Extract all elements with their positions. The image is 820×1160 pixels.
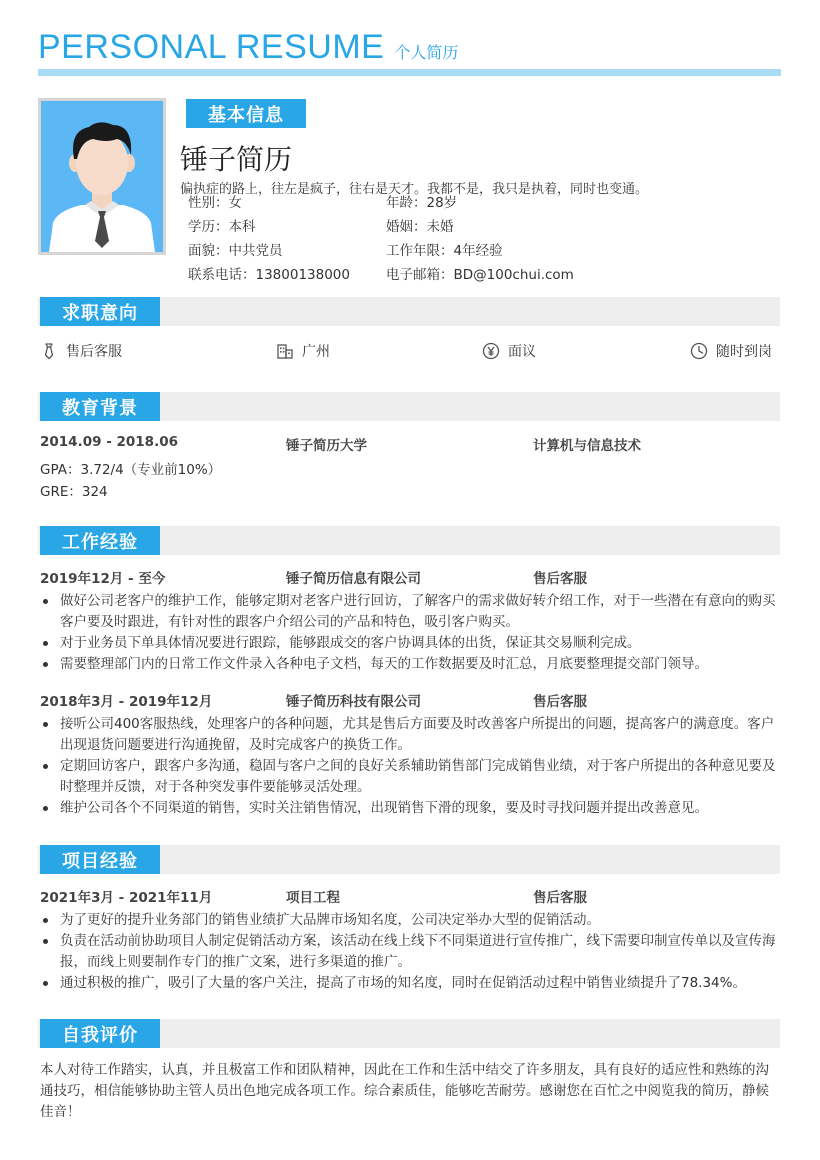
intent-row bbox=[40, 339, 780, 363]
intent-position-label: 售后客服 bbox=[66, 344, 122, 360]
list-item: 接听公司400客服热线，处理客户的各种问题，尤其是售后方面要及时改善客户所提出的问题，提高客户的满意度。客户出现退货问题要进行沟通挽留，及时完成客户的换货工作。 bbox=[40, 714, 780, 756]
section-header-project bbox=[38, 845, 780, 874]
work-company: 锤子简历科技有限公司 bbox=[286, 694, 421, 710]
list-item: 负责在活动前协助项目人制定促销活动方案，该活动在线上线下不同渠道进行宣传推广，线下需要印制宣传单以及宣传海报，而线上则要制作专门的推广文案，进行多渠道的推广。 bbox=[40, 931, 780, 973]
work-bullets bbox=[40, 714, 780, 819]
self-evaluation-text: 本人对待工作踏实，认真，并且极富工作和团队精神，因此在工作和生活中结交了许多朋友，具有良好的适应性和熟练的沟通技巧，相信能够协助主管人员出色地完成各项工作。综合素质佳，能够吃苦耐劳。感谢您在百忙之中阅览我的简历，静候佳音！ bbox=[40, 1062, 769, 1120]
project-name: 项目工程 bbox=[286, 890, 340, 906]
info-row bbox=[188, 263, 608, 287]
education-period: 2014.09 - 2018.06 bbox=[40, 434, 178, 450]
education-gre: GRE：324 bbox=[40, 484, 108, 500]
section-tag-work: 工作经验 bbox=[40, 526, 160, 555]
yen-icon bbox=[482, 342, 500, 360]
clock-icon bbox=[690, 342, 708, 360]
education-major: 计算机与信息技术 bbox=[533, 438, 641, 454]
tie-icon bbox=[40, 342, 58, 360]
avatar-illustration-icon bbox=[41, 101, 163, 252]
project-entry-head bbox=[40, 886, 780, 906]
info-age: 年龄：28岁 bbox=[386, 195, 458, 211]
intent-city-label: 广州 bbox=[302, 344, 330, 360]
info-education: 学历：本科 bbox=[188, 219, 256, 235]
work-period: 2018年3月 - 2019年12月 bbox=[40, 694, 213, 710]
avatar bbox=[38, 98, 166, 255]
section-header-work bbox=[38, 526, 780, 555]
list-item: 维护公司各个不同渠道的销售，实时关注销售情况，出现销售下滑的现象，要及时寻找问题并提出改善意见。 bbox=[40, 798, 780, 819]
section-tag-basic-info: 基本信息 bbox=[186, 99, 306, 128]
project-bullets bbox=[40, 910, 780, 994]
work-role: 售后客服 bbox=[533, 571, 587, 587]
list-item: 为了更好的提升业务部门的销售业绩扩大品牌市场知名度，公司决定举办大型的促销活动。 bbox=[40, 910, 780, 931]
building-icon bbox=[276, 342, 294, 360]
work-period: 2019年12月 - 至今 bbox=[40, 571, 166, 587]
work-company: 锤子简历信息有限公司 bbox=[286, 571, 421, 587]
section-tag-education: 教育背景 bbox=[40, 392, 160, 421]
list-item: 做好公司老客户的维护工作，能够定期对老客户进行回访，了解客户的需求做好转介绍工作，对于一些潜在有意向的购买客户要及时跟进，有针对性的跟客户介绍公司的产品和特色，吸引客户购买。 bbox=[40, 591, 780, 633]
candidate-name: 锤子简历 bbox=[180, 143, 293, 176]
info-experience-years: 工作年限：4年经验 bbox=[386, 243, 503, 259]
intent-salary bbox=[482, 339, 536, 363]
info-marital: 婚姻：未婚 bbox=[386, 219, 454, 235]
info-row bbox=[188, 191, 608, 215]
section-tag-intent: 求职意向 bbox=[40, 297, 160, 326]
work-entry-head bbox=[40, 567, 780, 587]
info-phone[interactable]: 联系电话：13800138000 bbox=[188, 267, 350, 283]
candidate-motto: 偏执症的路上，往左是疯子，往右是天才。我都不是，我只是执着，同时也变通。 bbox=[180, 182, 649, 197]
intent-city bbox=[276, 339, 330, 363]
education-entry-head bbox=[40, 434, 780, 454]
section-tag-self-eval: 自我评价 bbox=[40, 1019, 160, 1048]
intent-position bbox=[40, 339, 122, 363]
list-item: 定期回访客户，跟客户多沟通，稳固与客户之间的良好关系辅助销售部门完成销售业绩，对于客户所提出的各种意见要及时整理并反馈，对于各种突发事件要能够灵活处理。 bbox=[40, 756, 780, 798]
header-divider bbox=[38, 69, 781, 76]
project-period: 2021年3月 - 2021年11月 bbox=[40, 890, 213, 906]
info-row bbox=[188, 239, 608, 263]
info-gender: 性别：女 bbox=[188, 195, 242, 211]
education-school: 锤子简历大学 bbox=[286, 438, 367, 454]
intent-availability bbox=[690, 339, 772, 363]
resume-header bbox=[38, 28, 458, 68]
section-header-self-eval bbox=[38, 1019, 780, 1048]
list-item: 通过积极的推广，吸引了大量的客户关注，提高了市场的知名度，同时在促销活动过程中销售业绩提升了78.34%。 bbox=[40, 973, 780, 994]
work-entry-head bbox=[40, 690, 780, 710]
list-item: 对于业务员下单具体情况要进行跟踪，能够跟成交的客户协调具体的出货，保证其交易顺利完成。 bbox=[40, 633, 780, 654]
basic-info-grid bbox=[188, 191, 608, 287]
info-email[interactable]: 电子邮箱：BD@100chui.com bbox=[386, 267, 574, 283]
section-header-education bbox=[38, 392, 780, 421]
header-title-en: PERSONAL RESUME bbox=[38, 28, 385, 66]
education-gpa: GPA：3.72/4（专业前10%） bbox=[40, 462, 222, 478]
info-row bbox=[188, 215, 608, 239]
intent-salary-label: 面议 bbox=[508, 344, 536, 360]
project-role: 售后客服 bbox=[533, 890, 587, 906]
work-role: 售后客服 bbox=[533, 694, 587, 710]
work-bullets bbox=[40, 591, 780, 675]
section-header-intent bbox=[38, 297, 780, 326]
intent-availability-label: 随时到岗 bbox=[716, 344, 772, 360]
info-political: 面貌：中共党员 bbox=[188, 243, 283, 259]
list-item: 需要整理部门内的日常工作文件录入各种电子文档，每天的工作数据要及时汇总，月底要整理提交部门领导。 bbox=[40, 654, 780, 675]
section-tag-project: 项目经验 bbox=[40, 845, 160, 874]
header-title-zh: 个人简历 bbox=[394, 43, 459, 62]
